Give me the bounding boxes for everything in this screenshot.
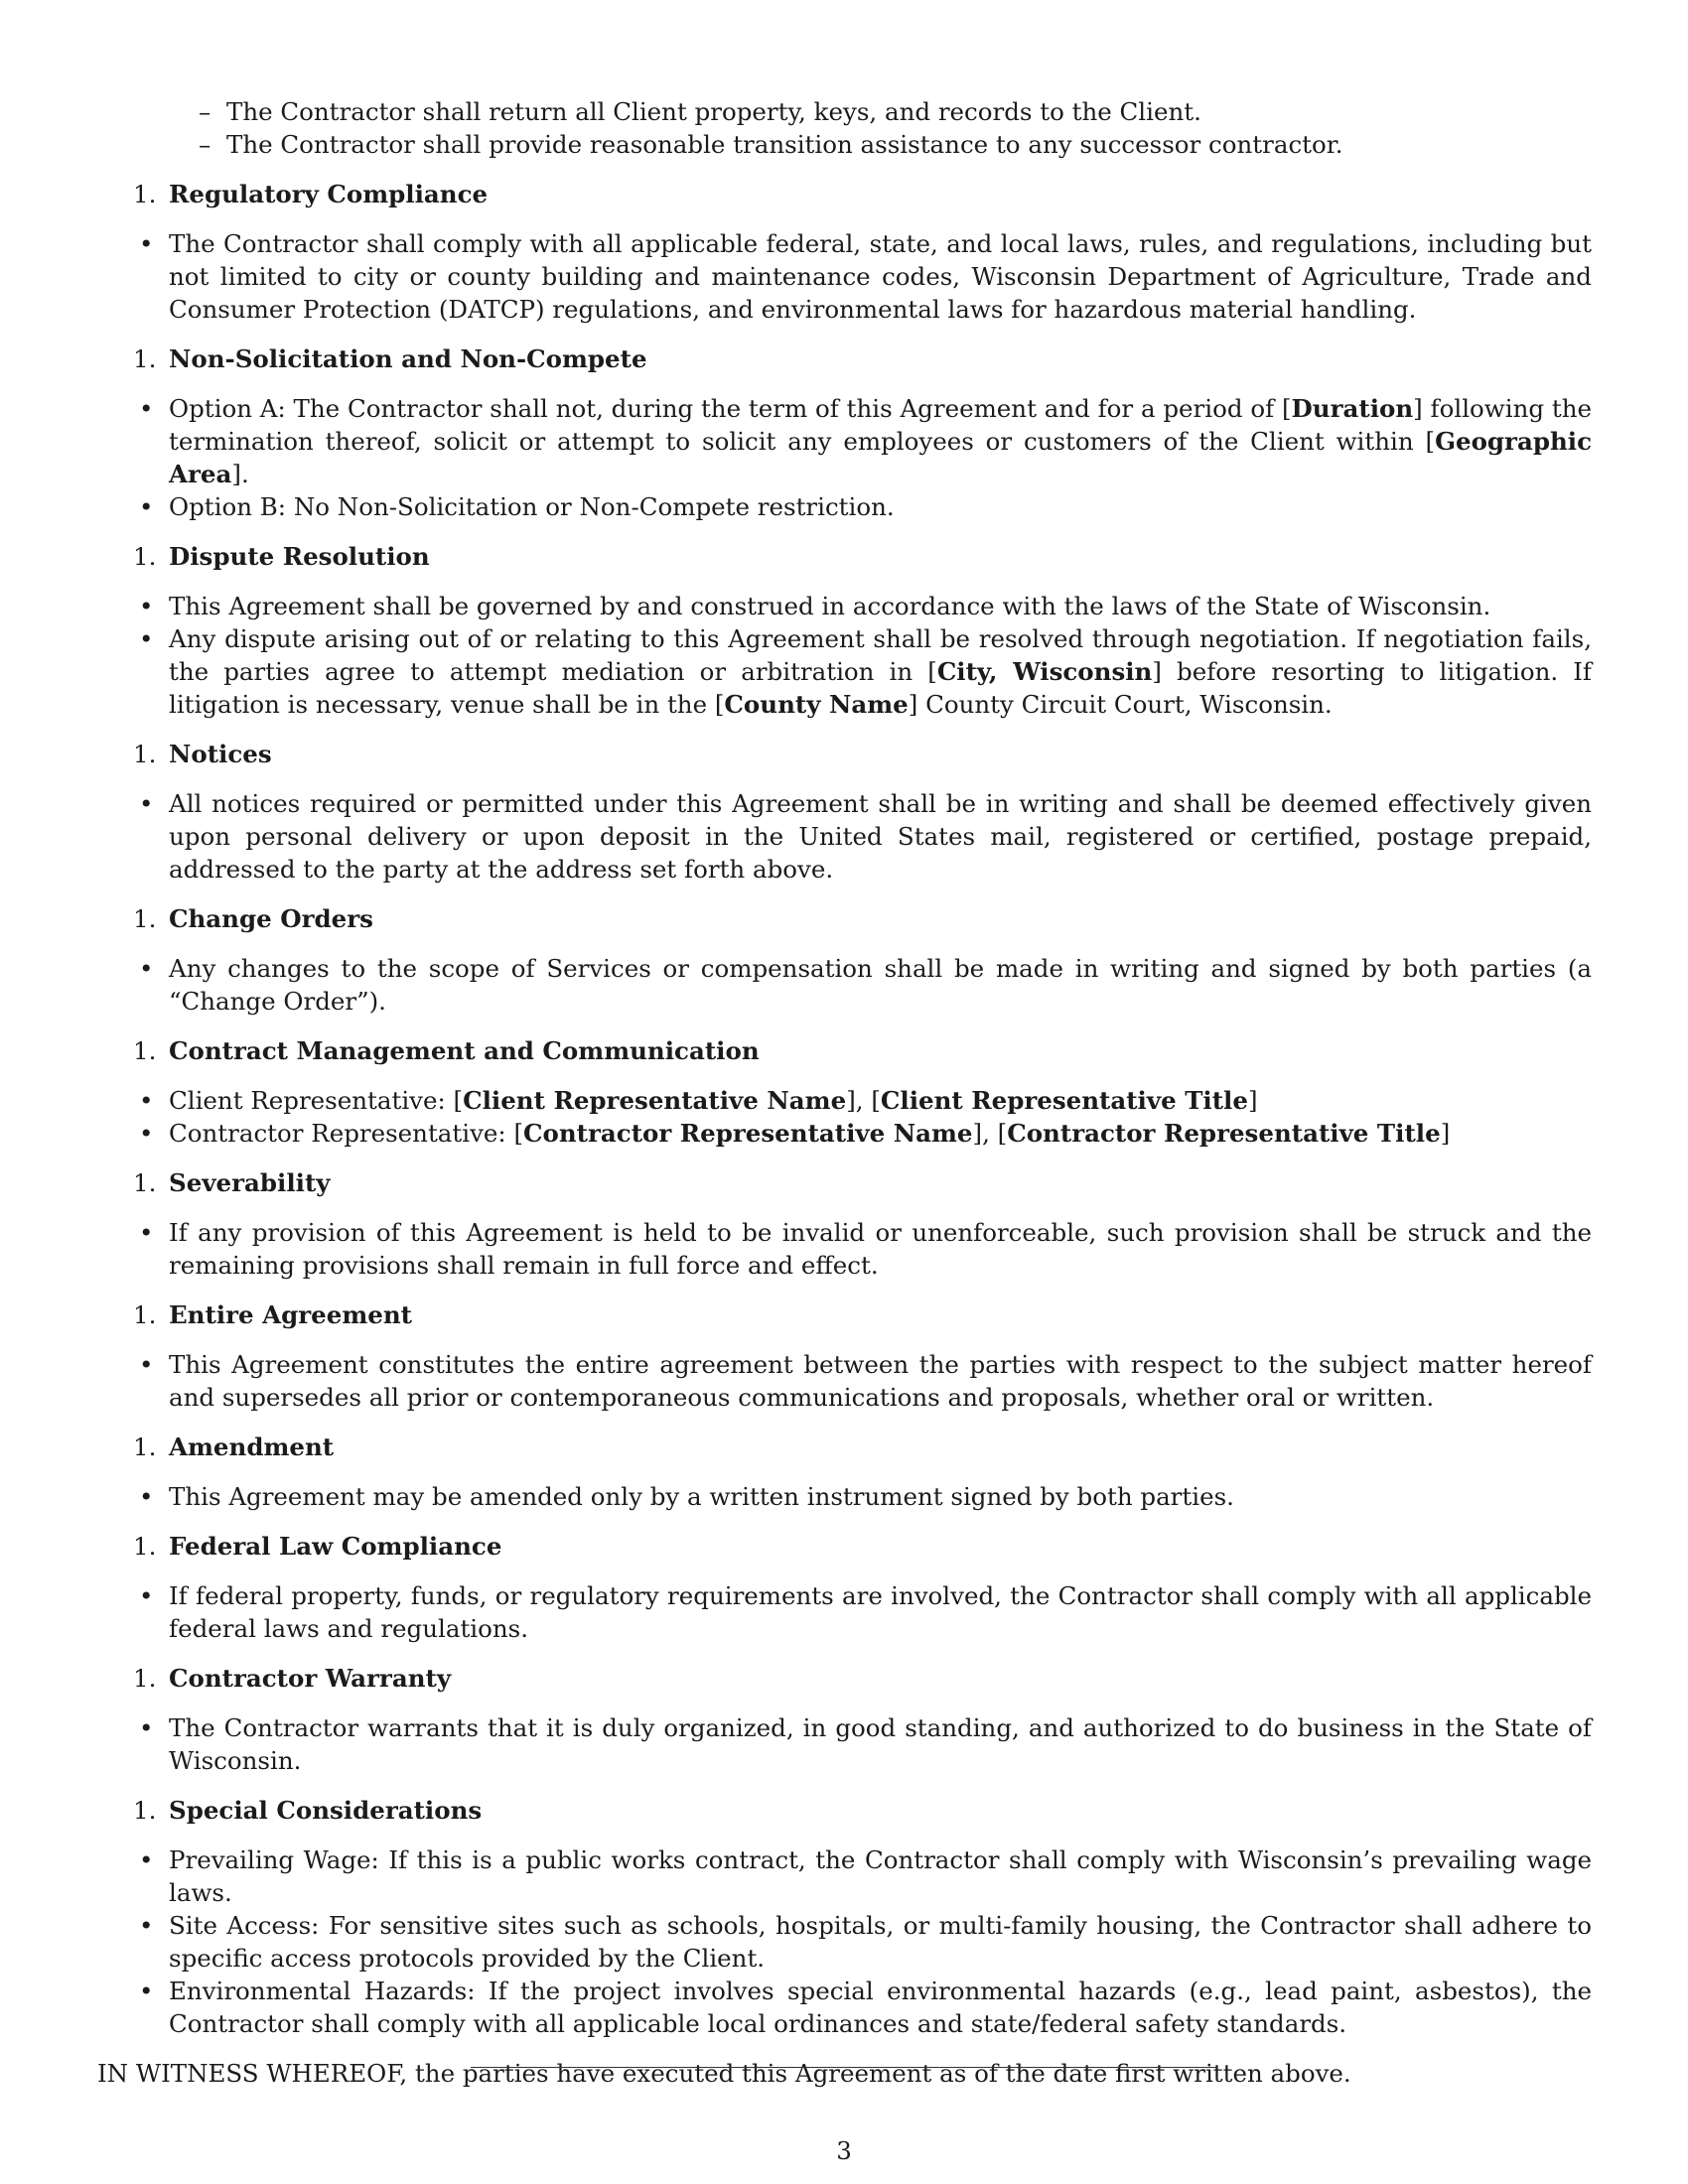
- bullet-marker: •: [139, 1482, 154, 1511]
- bullet-text: ] County Circuit Court, Wisconsin.: [908, 690, 1333, 719]
- section-number: 1.: [133, 904, 157, 933]
- section-title: Amendment: [169, 1433, 335, 1461]
- witness-clause: IN WITNESS WHEREOF, the parties have executed this Agreement as of the date first written above.: [97, 2059, 1351, 2088]
- section-number: 1.: [133, 1532, 157, 1561]
- bullet-item: [97, 1117, 1592, 1150]
- section: [97, 342, 1592, 523]
- bullet-marker: •: [139, 954, 154, 983]
- bullet-text: Site Access: For sensitive sites such as schools, hospitals, or multi-family housing, the Contractor shall adhere to specific access protocols provided by the Client.: [169, 1911, 1592, 1973]
- section-number: 1.: [133, 542, 157, 571]
- section-number: 1.: [133, 180, 157, 208]
- bullet-text: If federal property, funds, or regulatory requirements are involved, the Contractor shall comply with all applicable federal laws and regulations.: [169, 1581, 1592, 1643]
- bullet-marker: •: [139, 1977, 154, 2005]
- bullet-text: The Contractor warrants that it is duly organized, in good standing, and authorized to do business in the State of Wisconsin.: [169, 1713, 1592, 1775]
- bullet-text: If any provision of this Agreement is held to be invalid or unenforceable, such provision shall be struck and the remaining provisions shall remain in full force and effect.: [169, 1218, 1592, 1280]
- section-heading: [97, 1166, 1592, 1199]
- bullet-text: The Contractor shall comply with all applicable federal, state, and local laws, rules, and regulations, including but not limited to city or county building and maintenance codes, Wisconsin Department of Agriculture, Trade and Consumer Protection (DATCP) regulations, and environmental laws for hazardous material handling.: [169, 229, 1592, 324]
- bullet-marker: •: [139, 789, 154, 818]
- bullet-item: [97, 1909, 1592, 1975]
- placeholder-field: Contractor Representative Name: [523, 1119, 973, 1148]
- bullet-text: Prevailing Wage: If this is a public works contract, the Contractor shall comply with Wisconsin’s prevailing wage laws.: [169, 1845, 1592, 1907]
- section-bullets: [97, 1216, 1592, 1282]
- placeholder-field: Geographic Area: [169, 427, 1592, 488]
- section-heading: [97, 540, 1592, 573]
- bullet-text: Contractor Representative: [: [169, 1119, 524, 1148]
- section-title: Special Considerations: [169, 1796, 483, 1825]
- bullet-item: [97, 1711, 1592, 1777]
- bullet-item: [97, 1579, 1592, 1645]
- sections-container: [97, 178, 1592, 2040]
- section-heading: [97, 738, 1592, 770]
- section-number: 1.: [133, 1300, 157, 1329]
- bullet-marker: •: [139, 229, 154, 258]
- bullet-item: [97, 1843, 1592, 1909]
- signature-line: [471, 2067, 1217, 2068]
- section-number: 1.: [133, 740, 157, 768]
- bullet-text: This Agreement shall be governed by and construed in accordance with the laws of the State of Wisconsin.: [169, 592, 1491, 620]
- bullet-item: [97, 227, 1592, 326]
- bullet-item: [97, 1084, 1592, 1117]
- section: [97, 1662, 1592, 1777]
- bullet-marker: •: [139, 394, 154, 423]
- section-number: 1.: [133, 1796, 157, 1825]
- section-title: Federal Law Compliance: [169, 1532, 502, 1561]
- bullet-text: Client Representative: [: [169, 1086, 464, 1115]
- placeholder-field: Duration: [1291, 394, 1414, 423]
- section: [97, 178, 1592, 326]
- section: [97, 1794, 1592, 2040]
- bullet-item: [97, 622, 1592, 721]
- section: [97, 902, 1592, 1018]
- list-item: [97, 128, 1592, 161]
- section-bullets: [97, 787, 1592, 886]
- section-heading: [97, 178, 1592, 210]
- bullet-item: [97, 490, 1592, 523]
- dash-marker: –: [199, 130, 211, 159]
- bullet-marker: •: [139, 1350, 154, 1379]
- placeholder-field: Client Representative Name: [463, 1086, 847, 1115]
- section: [97, 540, 1592, 721]
- section-heading: [97, 342, 1592, 375]
- list-item-text: The Contractor shall return all Client property, keys, and records to the Client.: [226, 97, 1201, 126]
- bullet-text: ]: [1440, 1119, 1451, 1148]
- section-number: 1.: [133, 1664, 157, 1693]
- bullet-marker: •: [139, 1119, 154, 1148]
- section: [97, 1530, 1592, 1645]
- bullet-marker: •: [139, 592, 154, 620]
- bullet-text: This Agreement constitutes the entire agreement between the parties with respect to the subject matter hereof and supersedes all prior or contemporaneous communications and proposals, whether oral or written.: [169, 1350, 1592, 1412]
- section-title: Severability: [169, 1168, 331, 1197]
- bullet-item: [97, 1975, 1592, 2040]
- section-bullets: [97, 227, 1592, 326]
- bullet-item: [97, 392, 1592, 490]
- section-heading: [97, 1794, 1592, 1827]
- placeholder-field: Client Representative Title: [880, 1086, 1248, 1115]
- bullet-text: Any dispute arising out of or relating to this Agreement shall be resolved through negotiation. If negotiation fails, the parties agree to attempt mediation or arbitration in [: [169, 624, 1592, 686]
- document-body: [97, 95, 1592, 2090]
- section: [97, 1431, 1592, 1513]
- bullet-item: [97, 590, 1592, 622]
- section-title: Contractor Warranty: [169, 1664, 452, 1693]
- bullet-text: This Agreement may be amended only by a written instrument signed by both parties.: [169, 1482, 1234, 1511]
- placeholder-field: Contractor Representative Title: [1007, 1119, 1441, 1148]
- bullet-marker: •: [139, 1581, 154, 1610]
- bullet-marker: •: [139, 1218, 154, 1247]
- section-bullets: [97, 392, 1592, 523]
- bullet-marker: •: [139, 1911, 154, 1940]
- section-bullets: [97, 1480, 1592, 1513]
- bullet-marker: •: [139, 1845, 154, 1874]
- section-title: Contract Management and Communication: [169, 1036, 760, 1065]
- section-heading: [97, 902, 1592, 935]
- section-number: 1.: [133, 1168, 157, 1197]
- bullet-marker: •: [139, 492, 154, 521]
- bullet-marker: •: [139, 1086, 154, 1115]
- bullet-text: ] following the termination thereof, solicit or attempt to solicit any employees or customers of the Client within [: [169, 394, 1592, 456]
- bullet-marker: •: [139, 1713, 154, 1742]
- transition-duties-list: [97, 95, 1592, 161]
- list-item-text: The Contractor shall provide reasonable transition assistance to any successor contractor.: [226, 130, 1343, 159]
- bullet-item: [97, 1348, 1592, 1414]
- bullet-text: Environmental Hazards: If the project involves special environmental hazards (e.g., lead paint, asbestos), the Contractor shall comply with all applicable local ordinances and state/federal safety standards.: [169, 1977, 1592, 2038]
- bullet-marker: •: [139, 624, 154, 653]
- page-number: 3: [836, 2136, 852, 2165]
- section: [97, 1298, 1592, 1414]
- section-heading: [97, 1034, 1592, 1067]
- dash-marker: –: [199, 97, 211, 126]
- section-heading: [97, 1662, 1592, 1695]
- section-bullets: [97, 1579, 1592, 1645]
- section: [97, 1166, 1592, 1282]
- section-bullets: [97, 1843, 1592, 2040]
- section-title: Change Orders: [169, 904, 373, 933]
- bullet-text: Any changes to the scope of Services or compensation shall be made in writing and signed by both parties (a “Change Order”).: [169, 954, 1592, 1016]
- bullet-text: ]: [1247, 1086, 1258, 1115]
- bullet-text: ], [: [972, 1119, 1008, 1148]
- section-number: 1.: [133, 344, 157, 373]
- bullet-text: Option B: No Non-Solicitation or Non-Compete restriction.: [169, 492, 895, 521]
- section-bullets: [97, 1084, 1592, 1150]
- section-title: Regulatory Compliance: [169, 180, 489, 208]
- section-heading: [97, 1298, 1592, 1331]
- section-heading: [97, 1530, 1592, 1563]
- section-bullets: [97, 590, 1592, 721]
- section-bullets: [97, 952, 1592, 1018]
- section: [97, 1034, 1592, 1150]
- bullet-item: [97, 1216, 1592, 1282]
- section-title: Non-Solicitation and Non-Compete: [169, 344, 647, 373]
- bullet-item: [97, 952, 1592, 1018]
- section: [97, 738, 1592, 886]
- section-number: 1.: [133, 1036, 157, 1065]
- bullet-text: ], [: [846, 1086, 881, 1115]
- bullet-item: [97, 1480, 1592, 1513]
- placeholder-field: County Name: [724, 690, 909, 719]
- section-title: Dispute Resolution: [169, 542, 430, 571]
- section-title: Notices: [169, 740, 272, 768]
- section-bullets: [97, 1711, 1592, 1777]
- bullet-item: [97, 787, 1592, 886]
- bullet-text: ] before resorting to litigation. If litigation is necessary, venue shall be in the [: [169, 657, 1592, 719]
- bullet-text: Option A: The Contractor shall not, during the term of this Agreement and for a period of [: [169, 394, 1292, 423]
- bullet-text: All notices required or permitted under this Agreement shall be in writing and shall be deemed effectively given upon personal delivery or upon deposit in the United States mail, registered or certified, postage prepaid, addressed to the party at the address set forth above.: [169, 789, 1592, 884]
- placeholder-field: City, Wisconsin: [936, 657, 1153, 686]
- section-bullets: [97, 1348, 1592, 1414]
- bullet-text: ].: [231, 460, 249, 488]
- section-heading: [97, 1431, 1592, 1463]
- section-title: Entire Agreement: [169, 1300, 412, 1329]
- list-item: [97, 95, 1592, 128]
- section-number: 1.: [133, 1433, 157, 1461]
